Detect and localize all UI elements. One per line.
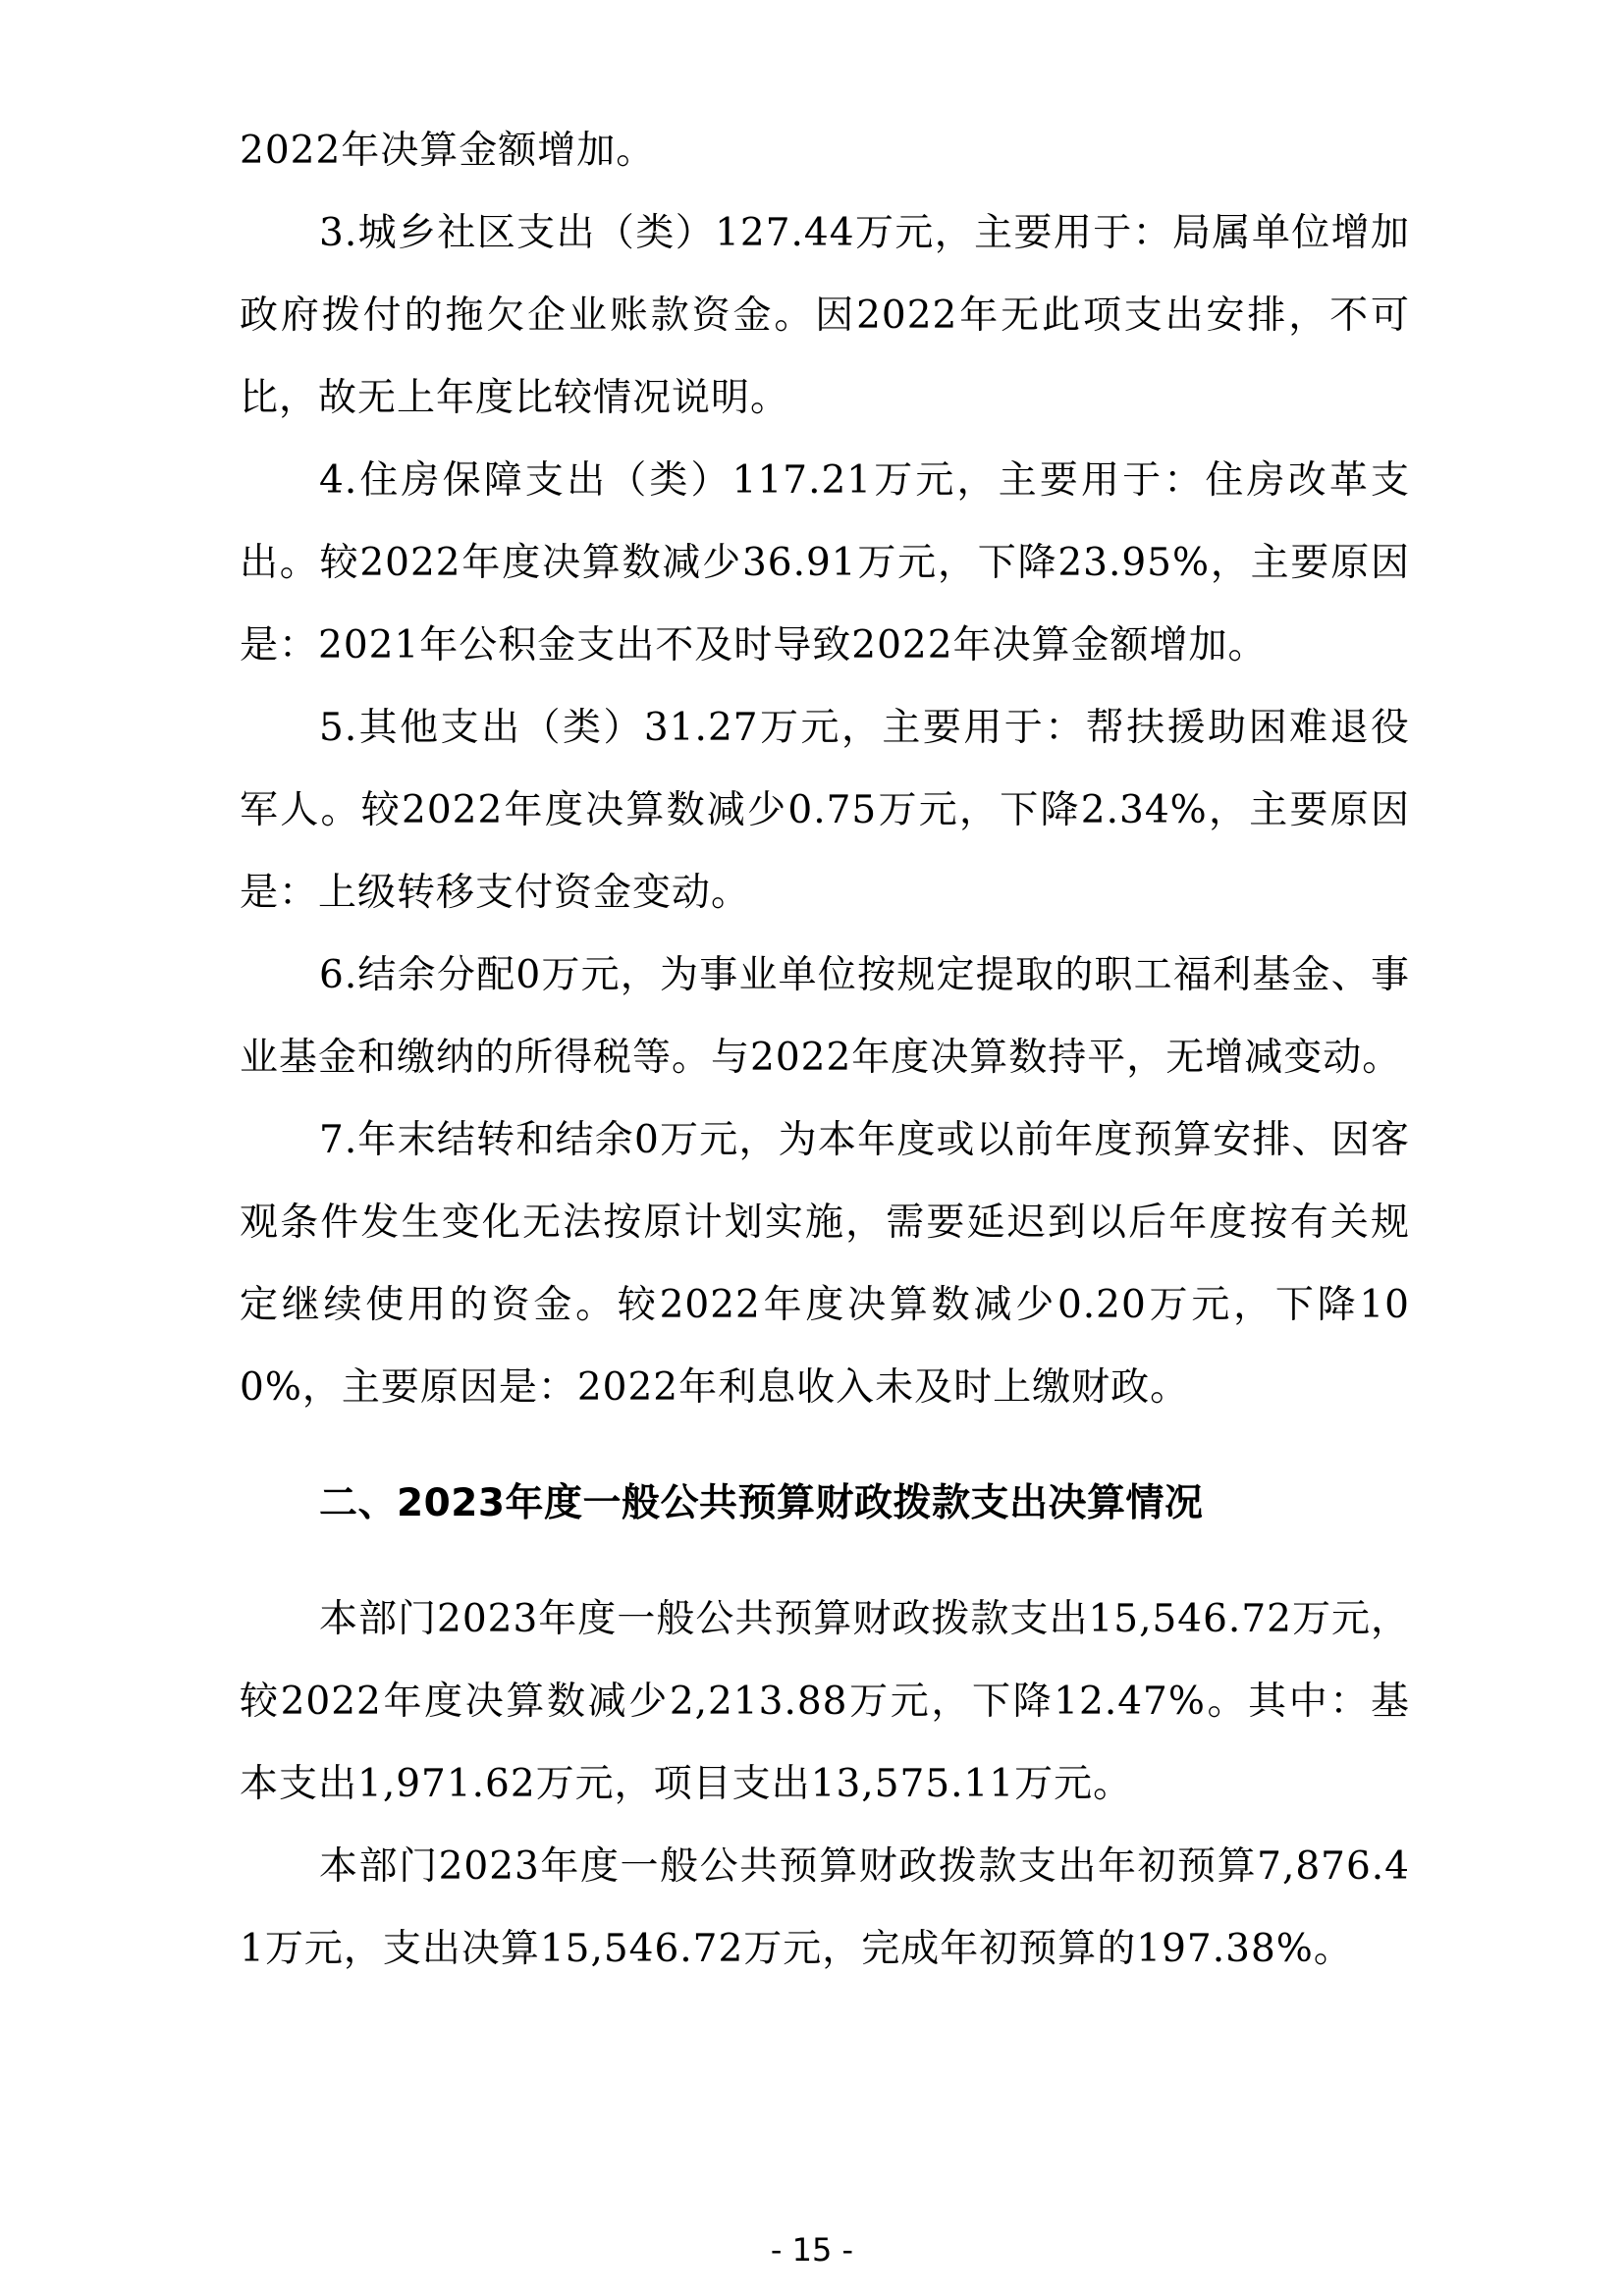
paragraph-year-end-carryover: 7.年末结转和结余0万元，为本年度或以前年度预算安排、因客观条件发生变化无法按原计划实施，需要延迟到以后年度按有关规定继续使用的资金。较2022年度决算数减少0.20万元，下降100%，主要原因是：2022年利息收入未及时上缴财政。	[240, 1118, 1410, 1410]
page-content	[240, 110, 1410, 1991]
spacer	[240, 1545, 1410, 1578]
paragraph-other-expenditure: 5.其他支出（类）31.27万元，主要用于：帮扶援助困难退役军人。较2022年度决算数减少0.75万元，下降2.34%，主要原因是：上级转移支付资金变动。	[240, 706, 1410, 915]
paragraph-budget-completion: 本部门2023年度一般公共预算财政拨款支出年初预算7,876.41万元，支出决算15,546.72万元，完成年初预算的197.38%。	[240, 1844, 1410, 1971]
paragraph-continuation: 2022年决算金额增加。	[240, 129, 656, 173]
spacer	[240, 1429, 1410, 1463]
paragraph-general-budget-expenditure: 本部门2023年度一般公共预算财政拨款支出15,546.72万元，较2022年度决算数减少2,213.88万元，下降12.47%。其中：基本支出1,971.62万元，项目支出13,575.11万元。	[240, 1597, 1410, 1806]
paragraph-surplus-distribution: 6.结余分配0万元，为事业单位按规定提取的职工福利基金、事业基金和缴纳的所得税等。与2022年度决算数持平，无增减变动。	[240, 953, 1410, 1080]
paragraph-housing-security: 4.住房保障支出（类）117.21万元，主要用于：住房改革支出。较2022年度决算数减少36.91万元，下降23.95%，主要原因是：2021年公积金支出不及时导致2022年决算金额增加。	[240, 458, 1410, 667]
section-heading: 二、2023年度一般公共预算财政拨款支出决算情况	[319, 1481, 1204, 1525]
page-number: - 15 -	[770, 2231, 854, 2269]
paragraph-urban-rural-community: 3.城乡社区支出（类）127.44万元，主要用于：局属单位增加政府拨付的拖欠企业账款资金。因2022年无此项支出安排，不可比，故无上年度比较情况说明。	[240, 211, 1410, 420]
